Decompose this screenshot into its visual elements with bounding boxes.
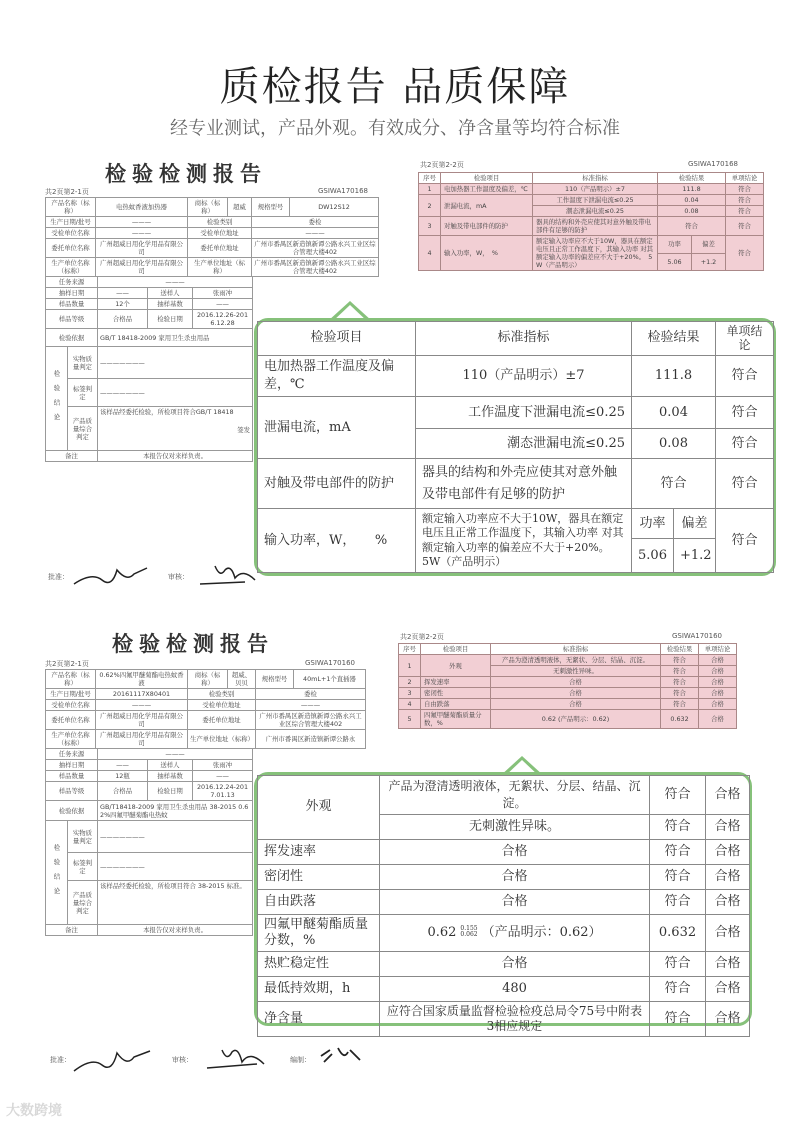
cell: 符合 <box>726 184 764 195</box>
label: 规格型号 <box>256 670 294 689</box>
cell: 合格 <box>699 655 737 666</box>
cell: 3 <box>419 217 441 236</box>
approve-label: 批准： <box>50 1056 71 1064</box>
label: 送样人 <box>148 760 193 771</box>
cell: 四氟甲醚菊酯质量分数，% <box>258 914 380 952</box>
label: 样品等级 <box>46 782 98 801</box>
cell: 2 <box>399 677 421 688</box>
value: ——— <box>98 277 253 288</box>
cell: 符合 <box>716 509 774 573</box>
header: 序号 <box>419 173 441 184</box>
value: 合格品 <box>98 310 148 329</box>
label: 委托单位名称 <box>46 239 96 258</box>
value: 张雨冲 <box>193 760 253 771</box>
report1-title: 检验检测报告 <box>105 161 267 186</box>
cell: 合格 <box>706 889 750 914</box>
cell: 4 <box>399 699 421 710</box>
label: 样品数量 <box>46 771 98 782</box>
cell: 合格 <box>491 688 661 699</box>
signature-approve <box>72 1045 152 1077</box>
header: 序号 <box>399 644 421 655</box>
cell: 合格 <box>380 864 650 889</box>
value: ——— <box>96 700 188 711</box>
cell: 偏差 <box>674 509 716 539</box>
value: DW12S12 <box>290 198 379 217</box>
label: 商标（标称） <box>188 670 228 689</box>
label: 检验日期 <box>148 310 193 329</box>
value: 12瓶 <box>98 771 148 782</box>
cell: 符合 <box>726 206 764 217</box>
header: 标准指标 <box>491 644 661 655</box>
value: GB/T18418-2009 家用卫生杀虫用品 38-2015 0.62%四氟甲醚菊酯电热蚊 <box>98 801 253 821</box>
cell: 符合 <box>716 355 774 396</box>
cell: 合格 <box>706 839 750 864</box>
report2-title: 检验检测报告 <box>112 631 274 656</box>
header: 检验项目 <box>258 322 416 356</box>
value: ——— <box>252 228 379 239</box>
value: 该样品经委托检验，所检项目符合 38-2015 标准。 <box>98 881 253 925</box>
label: 标签判定 <box>68 853 98 881</box>
cell: +1.2 <box>674 539 716 573</box>
value: —— <box>193 771 253 782</box>
value: ——————— <box>98 853 253 881</box>
cell: 功率 <box>632 509 674 539</box>
cell: 符合 <box>632 459 716 509</box>
label: 产品质量综合判定 <box>68 881 98 925</box>
label: 任务来源 <box>46 749 98 760</box>
label: 标签判定 <box>68 379 98 407</box>
value: ——— <box>98 749 253 760</box>
cell: 泄漏电流，mA <box>441 195 533 217</box>
value: 广州市番禺区新造镇新谭公路永兴工业区综合管理大楼402 <box>252 239 379 258</box>
value: ——————— <box>98 821 253 853</box>
label: 生产日期/批号 <box>46 217 96 228</box>
label: 检验依据 <box>46 329 98 347</box>
header: 检验项目 <box>421 644 491 655</box>
header: 标准指标 <box>416 322 632 356</box>
report2-code: GSIWA170160 <box>305 659 355 667</box>
callout-magnified-table-1 <box>254 318 776 576</box>
label: 任务来源 <box>46 277 98 288</box>
cell: 合格 <box>699 710 737 729</box>
value: —— <box>98 288 148 299</box>
callout2-table <box>257 775 750 1037</box>
cell: 111.8 <box>632 355 716 396</box>
label: 生产单位地址（标称） <box>188 258 252 277</box>
label: 实物质量判定 <box>68 347 98 379</box>
label: 生产单位地址（标称） <box>188 730 256 749</box>
cell: 挥发速率 <box>258 839 380 864</box>
cell: 器具的结构和外壳应使其对意外触及带电部件有足够的防护 <box>533 217 658 236</box>
cell: 产品为澄清透明液体，无絮状、分层、结晶、沉淀。 <box>491 655 661 666</box>
label: 受检单位地址 <box>188 228 252 239</box>
cell: 合格 <box>699 699 737 710</box>
tolerance-up: 0.155 <box>460 924 478 932</box>
cell: 0.62 (产品明示：0.62) <box>491 710 661 729</box>
cell: 符合 <box>726 236 764 271</box>
label: 检验类别 <box>188 689 256 700</box>
cell: 合格 <box>706 952 750 977</box>
cell: 最低持效期，h <box>258 977 380 1002</box>
value: 超威、贝贝 <box>228 670 256 689</box>
cell: 符合 <box>716 397 774 429</box>
cell: 0.08 <box>632 429 716 459</box>
cell: 输入功率，W， % <box>258 509 416 573</box>
cell: 自由跌落 <box>421 699 491 710</box>
label: 检验依据 <box>46 801 98 821</box>
cell: 合格 <box>706 814 750 839</box>
cell: 合格 <box>706 1002 750 1037</box>
cell: 合格 <box>699 688 737 699</box>
label: 受检单位名称 <box>46 700 96 711</box>
value: 广州超威日用化学用品有限公司 <box>96 730 188 749</box>
value: ——— <box>96 228 188 239</box>
label: 委托单位地址 <box>188 711 256 730</box>
value: 本报告仅对来样负责。 <box>98 925 253 936</box>
report1-p2-code: GSIWA170168 <box>688 160 738 168</box>
cell: 挥发速率 <box>421 677 491 688</box>
cell: 符合 <box>650 889 706 914</box>
cell: 产品为澄清透明液体，无絮状、分层、结晶、沉淀。 <box>380 776 650 815</box>
label: 检验结论 <box>46 347 68 451</box>
label: 委托单位地址 <box>188 239 252 258</box>
cell: 0.04 <box>632 397 716 429</box>
header: 单项结论 <box>699 644 737 655</box>
cell: 四氟甲醚菊酯质量分数，% <box>421 710 491 729</box>
label: 生产日期/批号 <box>46 689 96 700</box>
report1-code: GSIWA170168 <box>318 187 368 195</box>
review-label: 审核： <box>172 1056 193 1064</box>
cell: 符合 <box>661 699 699 710</box>
value: GB/T 18418-2009 家用卫生杀虫用品 <box>98 329 253 347</box>
label: 产品质量综合判定 <box>68 407 98 451</box>
cell: 符合 <box>650 839 706 864</box>
std-base: 0.62 <box>427 924 457 940</box>
value: 张雨冲 <box>193 288 253 299</box>
compile-label: 编制： <box>290 1056 311 1064</box>
label: 送样人 <box>148 288 193 299</box>
signature-compile <box>318 1044 364 1066</box>
value: 广州超威日用化学用品有限公司 <box>96 258 188 277</box>
header: 检验结果 <box>658 173 726 184</box>
cell: 净含量 <box>258 1002 380 1037</box>
report1-table-top <box>45 197 379 277</box>
cell: 热贮稳定性 <box>258 952 380 977</box>
header: 检验项目 <box>441 173 533 184</box>
cell: 符合 <box>650 952 706 977</box>
cell: 4 <box>419 236 441 271</box>
cell: 无刺激性异味。 <box>491 666 661 677</box>
value: 本报告仅对来样负责。 <box>98 451 253 462</box>
cell: 符合 <box>661 677 699 688</box>
cell <box>380 914 650 952</box>
cell: 符合 <box>658 217 726 236</box>
cell: 0.04 <box>658 195 726 206</box>
header: 单项结论 <box>726 173 764 184</box>
report2-p2-page: 共2页第2-2页 <box>400 633 444 641</box>
cell: 110（产品明示）±7 <box>533 184 658 195</box>
cell: 0.632 <box>650 914 706 952</box>
report1-p2-table <box>418 172 764 271</box>
cell: 5 <box>399 710 421 729</box>
label: 产品名称（标称） <box>46 198 96 217</box>
label: 委托单位名称 <box>46 711 96 730</box>
cell: 潮态泄漏电流≤0.25 <box>416 429 632 459</box>
report2-table-bottom <box>45 748 253 936</box>
report2-page: 共2页第2-1页 <box>45 660 89 668</box>
cell: 合格 <box>699 666 737 677</box>
report2-p2-code: GSIWA170160 <box>672 632 722 640</box>
page-subtitle: 经专业测试，产品外观。有效成分、净含量等均符合标准 <box>170 118 620 139</box>
value: 委检 <box>252 217 379 228</box>
cell: 3 <box>399 688 421 699</box>
value: 委检 <box>256 689 366 700</box>
cell: 无刺激性异味。 <box>380 814 650 839</box>
value: —— <box>193 299 253 310</box>
report2-p2-table <box>398 643 737 729</box>
value: 超威 <box>228 198 252 217</box>
page-title: 质检报告 品质保障 <box>219 64 571 110</box>
cell: 输入功率，W， % <box>441 236 533 271</box>
value: ——— <box>256 700 366 711</box>
label: 生产单位名称（标称） <box>46 258 96 277</box>
cell: 符合 <box>716 459 774 509</box>
label: 抽样基数 <box>148 771 193 782</box>
cell: 应符合国家质量监督检验检疫总局令75号中附表3相应规定 <box>380 1002 650 1037</box>
cell: 工作温度下泄漏电流≤0.25 <box>533 195 658 206</box>
cell: 480 <box>380 977 650 1002</box>
review-label: 审核： <box>168 573 189 581</box>
cell: 合格 <box>706 977 750 1002</box>
cell: 电加热器工作温度及偏差，℃ <box>258 355 416 396</box>
value: 广州超威日用化学用品有限公司 <box>96 239 188 258</box>
value: 广州超威日用化学用品有限公司 <box>96 711 188 730</box>
header: 检验结果 <box>661 644 699 655</box>
cell: 合格 <box>706 864 750 889</box>
value: 该样品经委托检验，所检项目符合GB/T 18418 <box>100 408 234 416</box>
label: 检验结论 <box>46 821 68 925</box>
label: 抽样日期 <box>46 760 98 771</box>
cell: 符合 <box>650 1002 706 1037</box>
cell: 外观 <box>258 776 380 840</box>
label: 备注 <box>46 925 98 936</box>
label: 实物质量判定 <box>68 821 98 853</box>
label: 抽样基数 <box>148 299 193 310</box>
cell: 合格 <box>380 889 650 914</box>
label: 备注 <box>46 451 98 462</box>
cell: 合格 <box>706 776 750 815</box>
cell: 额定输入功率应不大于10W，器具在额定电压且正常工作温度下，其输入功率 对其额定输入功率的偏差应不大于+20%。 5W（产品明示） <box>533 236 658 271</box>
watermark: 大数跨境 <box>6 1103 62 1119</box>
signature-approve <box>72 562 152 590</box>
cell: 合格 <box>380 952 650 977</box>
header: 检验结果 <box>632 322 716 356</box>
cell: 潮态泄漏电流≤0.25 <box>533 206 658 217</box>
cell: 5.06 <box>632 539 674 573</box>
value: ——————— <box>98 379 253 407</box>
label: 样品数量 <box>46 299 98 310</box>
cell: 泄漏电流，mA <box>258 397 416 459</box>
cell: 偏差 <box>692 236 726 254</box>
value: 20161117X80401 <box>96 689 188 700</box>
label: 受检单位地址 <box>188 700 256 711</box>
header: 标准指标 <box>533 173 658 184</box>
value: 2016.12.26-2016.12.28 <box>193 310 253 329</box>
cell: 符合 <box>650 977 706 1002</box>
cell: 对触及带电部件的防护 <box>441 217 533 236</box>
cell: 合格 <box>706 914 750 952</box>
cell: 符合 <box>716 429 774 459</box>
label: 生产单位名称（标称） <box>46 730 96 749</box>
cell: 工作温度下泄漏电流≤0.25 <box>416 397 632 429</box>
label: 检验日期 <box>148 782 193 801</box>
label: 检验类别 <box>188 217 252 228</box>
issue-label: 签发 <box>237 426 251 434</box>
cell: 合格 <box>380 839 650 864</box>
cell: 1 <box>419 184 441 195</box>
cell: 符合 <box>661 688 699 699</box>
cell: 0.632 <box>661 710 699 729</box>
cell: 器具的结构和外壳应使其对意外触及带电部件有足够的防护 <box>416 459 632 509</box>
report1-table-bottom <box>45 276 253 462</box>
cell: 合格 <box>699 677 737 688</box>
callout-magnified-table-2 <box>254 772 752 1034</box>
value: 0.62%四氟甲醚菊酯电热蚊香液 <box>96 670 188 689</box>
label: 受检单位名称 <box>46 228 96 239</box>
value: 广州市番禺区新造镇新谭公路永兴工业区综合管理大楼402 <box>256 711 366 730</box>
cell: 密闭性 <box>258 864 380 889</box>
label: 规格型号 <box>252 198 290 217</box>
report1-p2-page: 共2页第2-2页 <box>420 161 464 169</box>
value: 40mL+1个直插器 <box>294 670 366 689</box>
cell: 对触及带电部件的防护 <box>258 459 416 509</box>
value: ——— <box>96 217 188 228</box>
cell: 0.08 <box>658 206 726 217</box>
cell: 符合 <box>650 776 706 815</box>
cell: 111.8 <box>658 184 726 195</box>
cell: 外观 <box>421 655 491 677</box>
value: ——————— <box>98 347 253 379</box>
tolerance-down: 0.062 <box>460 931 478 939</box>
value: 广州市番禺区新造镇新谭公路永兴工业区综合管理大楼402 <box>252 258 379 277</box>
label: 产品名称（标称） <box>46 670 96 689</box>
cell: 合格 <box>491 677 661 688</box>
label: 样品等级 <box>46 310 98 329</box>
header: 单项结论 <box>716 322 774 356</box>
cell: 功率 <box>658 236 692 254</box>
cell: 符合 <box>650 814 706 839</box>
cell: 额定输入功率应不大于10W，器具在额定电压且正常工作温度下，其输入功率 对其额定输入功率的偏差应不大于+20%。 5W（产品明示） <box>416 509 632 573</box>
value: 12个 <box>98 299 148 310</box>
value: 电热蚊香液加热器 <box>96 198 188 217</box>
callout1-table <box>257 321 774 573</box>
value: 合格品 <box>98 782 148 801</box>
cell: 符合 <box>661 655 699 666</box>
cell: 符合 <box>650 864 706 889</box>
report1-page: 共2页第2-1页 <box>45 188 89 196</box>
cell: 5.06 <box>658 253 692 271</box>
label: 商标（标称） <box>188 198 228 217</box>
cell: 密闭性 <box>421 688 491 699</box>
value: 广州市番禺区新造镇新谭公路永 <box>256 730 366 749</box>
cell: 110（产品明示）±7 <box>416 355 632 396</box>
report2-table-top <box>45 669 366 749</box>
signature-review <box>202 1042 272 1074</box>
cell: 2 <box>419 195 441 217</box>
overall-cell <box>98 407 253 451</box>
cell: 合格 <box>491 699 661 710</box>
cell: 电加热器工作温度及偏差，℃ <box>441 184 533 195</box>
cell: +1.2 <box>692 253 726 271</box>
cell: 符合 <box>726 217 764 236</box>
value: 2016.12.24-2017.01.13 <box>193 782 253 801</box>
cell: 自由跌落 <box>258 889 380 914</box>
std-note: （产品明示：0.62） <box>481 924 602 940</box>
cell: 1 <box>399 655 421 677</box>
approve-label: 批准： <box>48 573 69 581</box>
cell: 符合 <box>661 666 699 677</box>
value: —— <box>98 760 148 771</box>
label: 抽样日期 <box>46 288 98 299</box>
cell: 符合 <box>726 195 764 206</box>
